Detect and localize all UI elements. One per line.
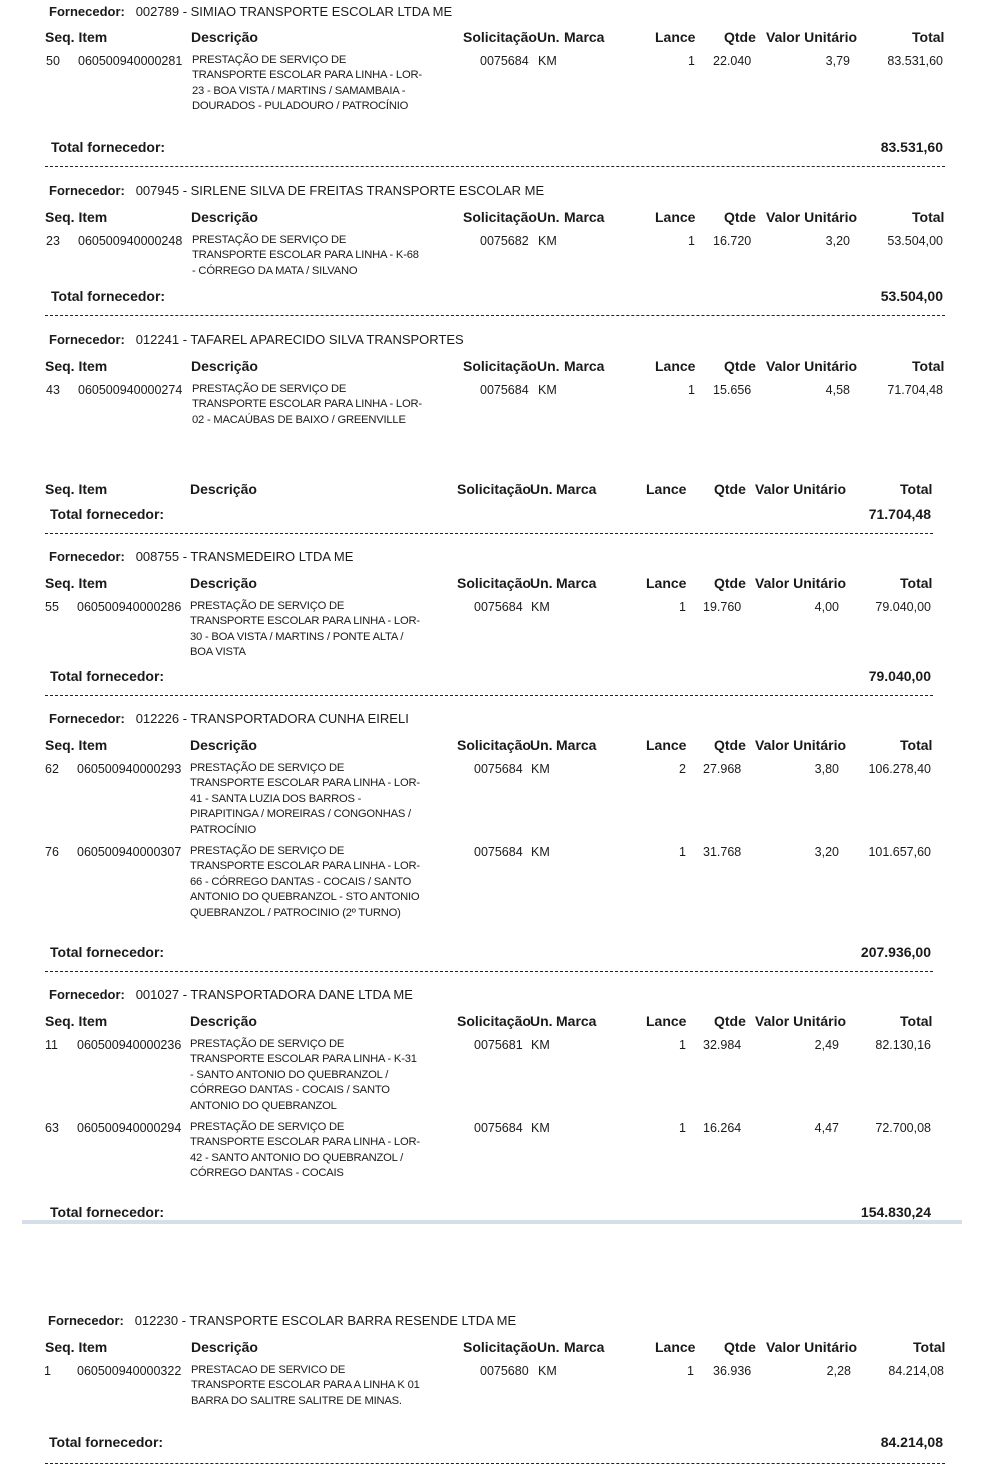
col-marca: Marca (564, 29, 605, 45)
col-un: Un. (530, 1013, 553, 1029)
supplier-total: 53.504,00 (880, 288, 943, 304)
item-total: 79.040,00 (875, 600, 931, 614)
col-total: Total (900, 1013, 933, 1029)
supplier-total: 71.704,48 (868, 506, 931, 522)
qtde: 15.656 (713, 383, 752, 397)
solicitacao: 0075684 (474, 762, 523, 776)
seq: 55 (45, 600, 59, 614)
supplier-code: 008755 (135, 549, 180, 564)
unit: KM (531, 845, 550, 859)
item-code: 060500940000286 (77, 600, 182, 614)
unit: KM (531, 600, 550, 614)
valor-unitario: 3,79 (825, 54, 850, 68)
description: PRESTAÇÃO DE SERVIÇO DE TRANSPORTE ESCOLAR PARA LINHA - K-68 - CÓRREGO DA MATA / SILVANO (192, 234, 419, 277)
col-seq-item: Seq. Item (45, 481, 108, 497)
item-total: 101.657,60 (868, 845, 931, 859)
item-code: 060500940000307 (77, 845, 182, 859)
seq: 63 (45, 1121, 59, 1135)
col-valor-unitario: Valor Unitário (755, 575, 847, 591)
supplier-header: Fornecedor: 012230 - TRANSPORTE ESCOLAR BARRA RESENDE LTDA ME (48, 1313, 517, 1328)
supplier-name: TRANSPORTADORA CUNHA EIRELI (190, 711, 409, 726)
lance: 1 (687, 1364, 694, 1378)
supplier-name: SIMIAO TRANSPORTE ESCOLAR LTDA ME (190, 4, 453, 19)
qtde: 27.968 (703, 762, 742, 776)
seq: 62 (45, 762, 59, 776)
description: PRESTAÇÃO DE SERVIÇO DE TRANSPORTE ESCOLAR PARA LINHA - LOR-41 - SANTA LUZIA DOS BARROS - PIRAPITINGA / MOREIRAS / CONGONHAS / PATROCÍNIO (190, 762, 420, 836)
col-seq-item: Seq. Item (45, 575, 108, 591)
description: PRESTAÇÃO DE SERVIÇO DE TRANSPORTE ESCOLAR PARA LINHA - K-31 - SANTO ANTONIO DO QUEBRANZOL / CÓRREGO DANTAS - COCAIS / SANTO ANTONIO DO QUEBRANZOL (190, 1038, 417, 1112)
col-qtde: Qtde (724, 358, 756, 374)
total-fornecedor-label: Total fornecedor: (51, 288, 166, 304)
col-solicitacao: Solicitação (463, 209, 537, 225)
col-lance: Lance (655, 358, 696, 374)
unit: KM (538, 234, 557, 248)
item-code: 060500940000322 (77, 1364, 182, 1378)
valor-unitario: 4,00 (814, 600, 839, 614)
unit: KM (538, 54, 557, 68)
col-solicitacao: Solicitação (463, 29, 537, 45)
seq: 43 (46, 383, 60, 397)
col-un: Un. (530, 575, 553, 591)
supplier-total: 207.936,00 (860, 944, 931, 960)
col-valor-unitario: Valor Unitário (755, 1013, 847, 1029)
item-total: 83.531,60 (887, 54, 943, 68)
col-descricao: Descrição (190, 737, 257, 753)
separator (45, 695, 933, 696)
total-fornecedor-label: Total fornecedor: (50, 668, 165, 684)
col-seq-item: Seq. Item (45, 209, 108, 225)
solicitacao: 0075684 (480, 383, 529, 397)
supplier-label: Fornecedor: (48, 1313, 124, 1328)
col-qtde: Qtde (714, 737, 746, 753)
col-valor-unitario: Valor Unitário (755, 481, 847, 497)
separator (45, 533, 933, 534)
col-total: Total (913, 1339, 946, 1355)
item-total: 82.130,16 (875, 1038, 931, 1052)
col-total: Total (900, 481, 933, 497)
col-un: Un. (537, 29, 560, 45)
col-qtde: Qtde (714, 1013, 746, 1029)
col-lance: Lance (646, 481, 687, 497)
supplier-label: Fornecedor: (49, 549, 125, 564)
separator (45, 971, 933, 972)
col-total: Total (912, 209, 945, 225)
item-code: 060500940000274 (78, 383, 183, 397)
col-seq-item: Seq. Item (45, 29, 108, 45)
supplier-total: 83.531,60 (880, 139, 943, 155)
supplier-name: TAFAREL APARECIDO SILVA TRANSPORTES (190, 332, 464, 347)
valor-unitario: 2,28 (826, 1364, 851, 1378)
col-qtde: Qtde (724, 209, 756, 225)
solicitacao: 0075682 (480, 234, 529, 248)
col-lance: Lance (655, 29, 696, 45)
supplier-header: Fornecedor: 012226 - TRANSPORTADORA CUNHA EIRELI (49, 711, 409, 726)
valor-unitario: 4,58 (825, 383, 850, 397)
supplier-code: 007945 (135, 183, 180, 198)
supplier-label: Fornecedor: (49, 987, 125, 1002)
valor-unitario: 3,80 (814, 762, 839, 776)
separator (45, 1463, 945, 1464)
total-fornecedor-label: Total fornecedor: (50, 1204, 165, 1220)
page-break (22, 1220, 962, 1224)
supplier-header: Fornecedor: 008755 - TRANSMEDEIRO LTDA ME (49, 549, 354, 564)
item-total: 53.504,00 (887, 234, 943, 248)
valor-unitario: 3,20 (825, 234, 850, 248)
col-descricao: Descrição (191, 1339, 258, 1355)
seq: 23 (46, 234, 60, 248)
col-total: Total (900, 737, 933, 753)
item-code: 060500940000293 (77, 762, 182, 776)
supplier-label: Fornecedor: (49, 4, 125, 19)
col-valor-unitario: Valor Unitário (766, 29, 858, 45)
col-marca: Marca (556, 575, 597, 591)
unit: KM (538, 1364, 557, 1378)
description: PRESTAÇÃO DE SERVIÇO DE TRANSPORTE ESCOLAR PARA LINHA - LOR-30 - BOA VISTA / MARTINS / PONTE ALTA / BOA VISTA (190, 600, 420, 659)
supplier-header: Fornecedor: 002789 - SIMIAO TRANSPORTE ESCOLAR LTDA ME (49, 4, 453, 19)
unit: KM (531, 1038, 550, 1052)
solicitacao: 0075684 (474, 1121, 523, 1135)
lance: 1 (679, 1038, 686, 1052)
solicitacao: 0075684 (480, 54, 529, 68)
item-code: 060500940000294 (77, 1121, 182, 1135)
col-descricao: Descrição (190, 481, 257, 497)
item-code: 060500940000248 (78, 234, 183, 248)
total-fornecedor-label: Total fornecedor: (50, 944, 165, 960)
supplier-name: SIRLENE SILVA DE FREITAS TRANSPORTE ESCOLAR ME (190, 183, 545, 198)
col-lance: Lance (646, 737, 687, 753)
col-qtde: Qtde (714, 575, 746, 591)
supplier-total: 154.830,24 (860, 1204, 931, 1220)
supplier-code: 002789 (135, 4, 180, 19)
col-lance: Lance (646, 575, 687, 591)
supplier-name: TRANSPORTE ESCOLAR BARRA RESENDE LTDA ME (189, 1313, 517, 1328)
solicitacao: 0075680 (480, 1364, 529, 1378)
seq: 50 (46, 54, 60, 68)
col-un: Un. (530, 481, 553, 497)
valor-unitario: 3,20 (814, 845, 839, 859)
solicitacao: 0075681 (474, 1038, 523, 1052)
col-valor-unitario: Valor Unitário (766, 358, 858, 374)
lance: 1 (679, 845, 686, 859)
qtde: 32.984 (703, 1038, 742, 1052)
valor-unitario: 4,47 (814, 1121, 839, 1135)
qtde: 16.720 (713, 234, 752, 248)
supplier-code: 001027 (135, 987, 180, 1002)
col-solicitacao: Solicitação (457, 481, 531, 497)
lance: 1 (688, 234, 695, 248)
col-seq-item: Seq. Item (45, 1013, 108, 1029)
col-qtde: Qtde (724, 29, 756, 45)
col-total: Total (912, 358, 945, 374)
valor-unitario: 2,49 (814, 1038, 839, 1052)
col-un: Un. (530, 737, 553, 753)
col-solicitacao: Solicitação (457, 1013, 531, 1029)
col-seq-item: Seq. Item (45, 737, 108, 753)
col-solicitacao: Solicitação (457, 575, 531, 591)
supplier-label: Fornecedor: (49, 183, 125, 198)
supplier-label: Fornecedor: (49, 332, 125, 347)
item-total: 84.214,08 (888, 1364, 944, 1378)
lance: 1 (688, 54, 695, 68)
lance: 1 (679, 600, 686, 614)
description: PRESTAÇÃO DE SERVIÇO DE TRANSPORTE ESCOLAR PARA LINHA - LOR-42 - SANTO ANTONIO DO QUEBRANZOL / CÓRREGO DANTAS - COCAIS (190, 1121, 420, 1180)
col-descricao: Descrição (191, 209, 258, 225)
qtde: 22.040 (713, 54, 752, 68)
col-valor-unitario: Valor Unitário (766, 1339, 858, 1355)
supplier-name: TRANSPORTADORA DANE LTDA ME (190, 987, 413, 1002)
supplier-code: 012226 (135, 711, 180, 726)
col-un: Un. (537, 358, 560, 374)
seq: 1 (44, 1364, 51, 1378)
col-seq-item: Seq. Item (45, 1339, 108, 1355)
supplier-header: Fornecedor: 001027 - TRANSPORTADORA DANE LTDA ME (49, 987, 413, 1002)
total-fornecedor-label: Total fornecedor: (49, 1434, 164, 1450)
separator (45, 166, 945, 167)
col-qtde: Qtde (724, 1339, 756, 1355)
supplier-name: TRANSMEDEIRO LTDA ME (190, 549, 354, 564)
supplier-total: 84.214,08 (880, 1434, 943, 1450)
col-marca: Marca (564, 358, 605, 374)
col-marca: Marca (556, 1013, 597, 1029)
unit: KM (531, 762, 550, 776)
description: PRESTAÇÃO DE SERVIÇO DE TRANSPORTE ESCOLAR PARA LINHA - LOR-23 - BOA VISTA / MARTINS / SAMAMBAIA - DOURADOS - PULADOURO / PATROCÍNIO (192, 54, 422, 113)
seq: 76 (45, 845, 59, 859)
col-lance: Lance (655, 209, 696, 225)
item-total: 71.704,48 (887, 383, 943, 397)
col-un: Un. (537, 209, 560, 225)
total-fornecedor-label: Total fornecedor: (51, 139, 166, 155)
description: PRESTACAO DE SERVICO DE TRANSPORTE ESCOLAR PARA A LINHA K 01 BARRA DO SALITRE SALITRE DE MINAS. (191, 1364, 420, 1407)
col-solicitacao: Solicitação (463, 358, 537, 374)
supplier-code: 012241 (135, 332, 180, 347)
supplier-header: Fornecedor: 012241 - TAFAREL APARECIDO SILVA TRANSPORTES (49, 332, 464, 347)
col-descricao: Descrição (191, 29, 258, 45)
solicitacao: 0075684 (474, 600, 523, 614)
col-valor-unitario: Valor Unitário (755, 737, 847, 753)
qtde: 36.936 (713, 1364, 752, 1378)
unit: KM (531, 1121, 550, 1135)
col-marca: Marca (556, 737, 597, 753)
col-lance: Lance (655, 1339, 696, 1355)
item-total: 106.278,40 (868, 762, 931, 776)
lance: 2 (679, 762, 686, 776)
col-descricao: Descrição (190, 1013, 257, 1029)
qtde: 31.768 (703, 845, 742, 859)
solicitacao: 0075684 (474, 845, 523, 859)
supplier-header: Fornecedor: 007945 - SIRLENE SILVA DE FREITAS TRANSPORTE ESCOLAR ME (49, 183, 545, 198)
qtde: 16.264 (703, 1121, 742, 1135)
description: PRESTAÇÃO DE SERVIÇO DE TRANSPORTE ESCOLAR PARA LINHA - LOR-02 - MACAÚBAS DE BAIXO / GREENVILLE (192, 383, 422, 426)
supplier-code: 012230 (134, 1313, 179, 1328)
total-fornecedor-label: Total fornecedor: (50, 506, 165, 522)
col-lance: Lance (646, 1013, 687, 1029)
lance: 1 (688, 383, 695, 397)
col-un: Un. (537, 1339, 560, 1355)
col-qtde: Qtde (714, 481, 746, 497)
supplier-total: 79.040,00 (868, 668, 931, 684)
item-code: 060500940000281 (78, 54, 183, 68)
item-total: 72.700,08 (875, 1121, 931, 1135)
col-solicitacao: Solicitação (457, 737, 531, 753)
supplier-label: Fornecedor: (49, 711, 125, 726)
col-solicitacao: Solicitação (463, 1339, 537, 1355)
col-marca: Marca (564, 209, 605, 225)
seq: 11 (45, 1038, 58, 1052)
lance: 1 (679, 1121, 686, 1135)
col-valor-unitario: Valor Unitário (766, 209, 858, 225)
col-descricao: Descrição (190, 575, 257, 591)
col-descricao: Descrição (191, 358, 258, 374)
qtde: 19.760 (703, 600, 742, 614)
col-total: Total (900, 575, 933, 591)
description: PRESTAÇÃO DE SERVIÇO DE TRANSPORTE ESCOLAR PARA LINHA - LOR-66 - CÓRREGO DANTAS - COCAIS / SANTO ANTONIO DO QUEBRANZOL - STO ANTONIO QUEBRANZOL / PATROCINIO (2º TURNO) (190, 845, 420, 919)
col-marca: Marca (564, 1339, 605, 1355)
col-seq-item: Seq. Item (45, 358, 108, 374)
item-code: 060500940000236 (77, 1038, 182, 1052)
unit: KM (538, 383, 557, 397)
col-total: Total (912, 29, 945, 45)
separator (45, 315, 945, 316)
col-marca: Marca (556, 481, 597, 497)
